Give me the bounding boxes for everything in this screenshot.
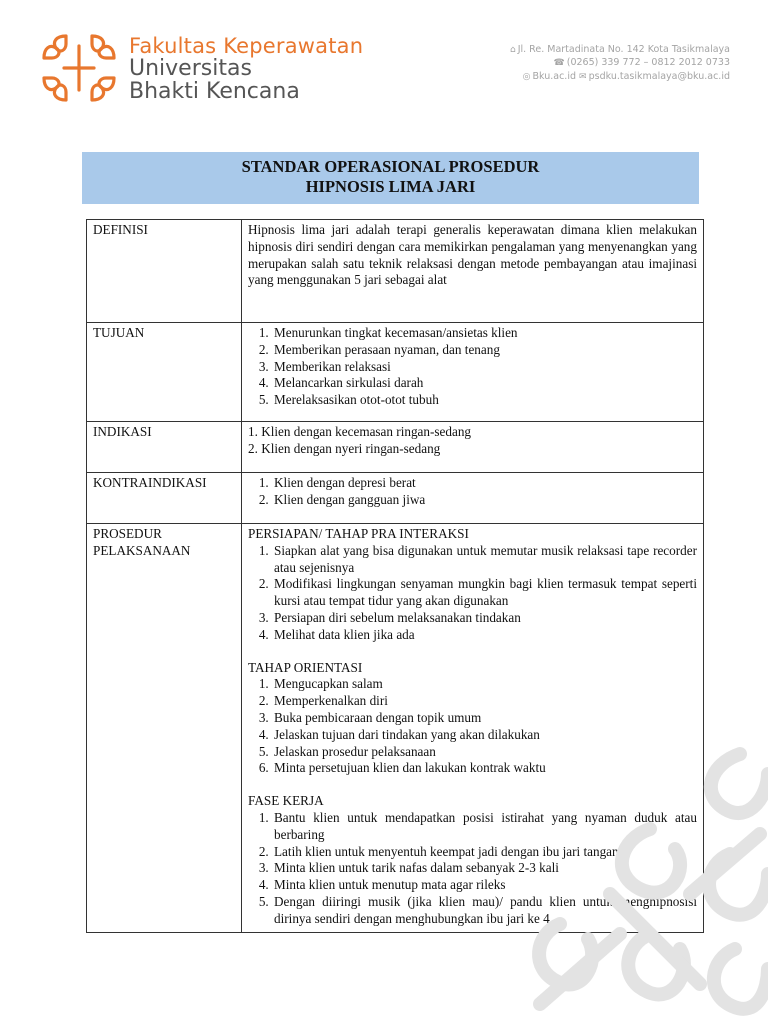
address-text: Jl. Re. Martadinata No. 142 Kota Tasikmalaya: [517, 44, 730, 55]
list-item: 5. Merelaksasikan otot-otot tubuh: [272, 392, 697, 409]
list-item: 2. Modifikasi lingkungan senyaman mungkin bagi klien termasuk tempat seperti kursi atau tempat tidur yang akan digunakan: [272, 576, 697, 610]
row-label: TUJUAN: [87, 323, 242, 422]
list-item: 3. Persiapan diri sebelum melaksanakan tindakan: [272, 610, 697, 627]
list-item: 4. Melihat data klien jika ada: [272, 627, 697, 644]
table-row-tujuan: [87, 323, 704, 422]
list-item: 4. Minta klien untuk menutup mata agar rileks: [272, 877, 697, 894]
list-item: 2. Latih klien untuk menyentuh keempat jadi dengan ibu jari tangan: [272, 844, 697, 861]
row-label: DEFINISI: [87, 220, 242, 323]
list-item: 4. Jelaskan tujuan dari tindakan yang akan dilakukan: [272, 727, 697, 744]
row-label: KONTRAINDIKASI: [87, 473, 242, 524]
university-logo-icon: [40, 32, 118, 104]
list-item: 2. Klien dengan nyeri ringan-sedang: [248, 440, 441, 456]
email-text: psdku.tasikmalaya@bku.ac.id: [588, 71, 730, 82]
document-title-band: [82, 152, 699, 204]
phone-text: (0265) 339 772 – 0812 2012 0733: [566, 57, 730, 68]
persiapan-list: [248, 543, 697, 644]
list-item: 5. Jelaskan prosedur pelaksanaan: [272, 744, 697, 761]
list-item: 1. Siapkan alat yang bisa digunakan untuk memutar musik relaksasi tape recorder atau sejenisnya: [272, 543, 697, 577]
building-icon: ⌂: [509, 45, 516, 55]
list-item: 1. Menurunkan tingkat kecemasan/ansietas klien: [272, 325, 697, 342]
kontraindikasi-list: [248, 475, 697, 509]
table-row-definisi: [87, 220, 704, 323]
list-item: 1. Klien dengan kecemasan ringan-sedang: [248, 424, 472, 439]
list-item: 1. Klien dengan depresi berat: [272, 475, 697, 492]
list-item: 3. Memberikan relaksasi: [272, 359, 697, 376]
university-name-line2: Bhakti Kencana: [129, 79, 300, 104]
section-heading: TAHAP ORIENTASI: [248, 659, 363, 675]
web-email-line: [523, 71, 730, 82]
table-row-kontraindikasi: [87, 473, 704, 524]
list-item: 4. Melancarkan sirkulasi darah: [272, 375, 697, 392]
university-name-line1: Universitas: [129, 56, 252, 81]
list-item: 2. Klien dengan gangguan jiwa: [272, 492, 697, 509]
section-heading: FASE KERJA: [248, 793, 324, 809]
document-title-line1: STANDAR OPERASIONAL PROSEDUR: [241, 157, 540, 176]
row-label: PELAKSANAAN: [93, 542, 191, 558]
list-item: 2. Memberikan perasaan nyaman, dan tenang: [272, 342, 697, 359]
globe-icon: ◎: [522, 72, 531, 82]
list-item: 5. Dengan diiringi musik (jika klien mau)/ pandu klien untuk menghipnosisi dirinya sendiri dengan menghubungkan ibu jari ke 4: [272, 894, 697, 928]
list-item: 3. Minta klien untuk tarik nafas dalam sebanyak 2-3 kali: [272, 860, 697, 877]
list-item: 1. Mengucapkan salam: [272, 676, 697, 693]
web-text: Bku.ac.id: [532, 71, 577, 82]
phone-icon: ☎: [553, 58, 565, 68]
list-item: 1. Bantu klien untuk mendapatkan posisi istirahat yang nyaman duduk atau berbaring: [272, 810, 697, 844]
tujuan-list: [248, 325, 697, 409]
table-row-indikasi: [87, 422, 704, 473]
watermark-logo-icon: [500, 734, 768, 1024]
address-line: [510, 44, 730, 55]
phone-line: [554, 57, 730, 68]
section-heading: PERSIAPAN/ TAHAP PRA INTERAKSI: [248, 526, 469, 541]
mail-icon: ✉: [579, 72, 587, 82]
faculty-name: Fakultas Keperawatan: [129, 34, 364, 58]
definisi-text: Hipnosis lima jari adalah terapi generalis keperawatan dimana klien melakukan hipnosis diri sendiri dengan cara memikirkan pengalaman yang menyenangkan yang merupakan salah satu teknik relaksasi dengan metode pembayangan atau imajinasi yang menggunakan 5 jari sebagai alat: [242, 220, 704, 323]
row-label: PROSEDUR: [93, 526, 162, 541]
document-title-line2: HIPNOSIS LIMA JARI: [305, 177, 476, 196]
list-item: 6. Minta persetujuan klien dan lakukan kontrak waktu: [272, 760, 697, 777]
list-item: 2. Memperkenalkan diri: [272, 693, 697, 710]
list-item: 3. Buka pembicaraan dengan topik umum: [272, 710, 697, 727]
row-label: INDIKASI: [87, 422, 242, 473]
